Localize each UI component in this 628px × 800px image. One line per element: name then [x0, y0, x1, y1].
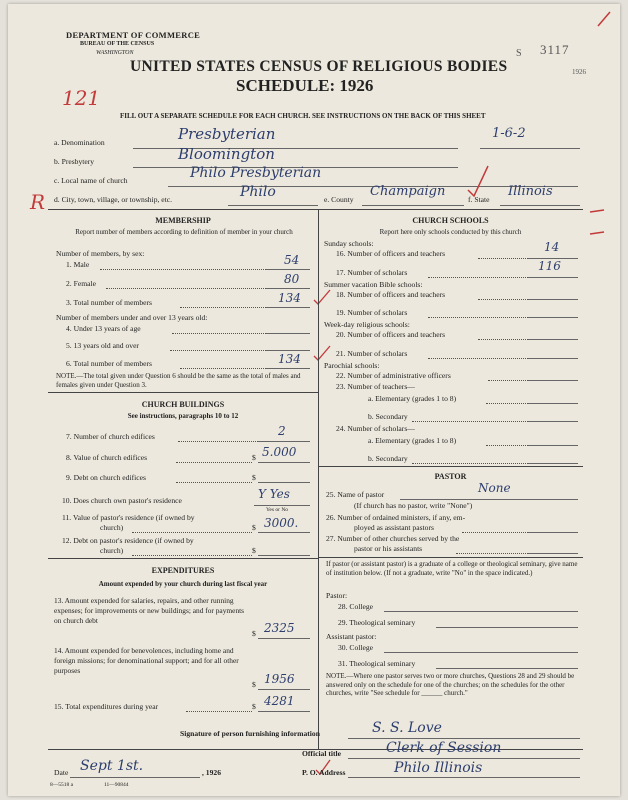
q25-value: None: [478, 481, 511, 495]
po-address-label: P. O. Address: [302, 768, 346, 777]
city-town-label: d. City, town, village, or township, etc.: [54, 195, 173, 204]
church-name-label: c. Local name of church: [54, 176, 128, 185]
q3-label: 3. Total number of members: [66, 298, 153, 307]
q18-label: 18. Number of officers and teachers: [336, 290, 446, 299]
q30-label: 30. College: [338, 643, 374, 652]
membership-intro: Report number of members according to definition of member in your church: [75, 228, 293, 236]
q15-dollar: $: [252, 702, 256, 711]
presbytery-value: Bloomington: [178, 145, 275, 163]
city-label: WASHINGTON: [96, 50, 134, 56]
county-label: e. County: [324, 195, 354, 204]
q9-dollar: $: [252, 473, 256, 482]
expenditures-sub: Amount expended by your church during last fiscal year: [98, 580, 268, 588]
q17-value: 116: [538, 259, 561, 273]
q2-value: 80: [284, 272, 300, 286]
q10-value: Y Yes: [258, 487, 290, 501]
church-name-value: Philo Presbyterian: [190, 165, 322, 181]
official-title-value: Clerk of Session: [386, 740, 502, 756]
q8-dollar: $: [252, 453, 256, 462]
stamp-number: 3117: [540, 42, 570, 57]
parochial-schools-label: Parochial schools:: [324, 361, 380, 370]
print-number: 11—90844: [104, 782, 129, 788]
q21-label: 21. Number of scholars: [336, 349, 408, 358]
red-file-number: 121: [62, 86, 101, 110]
official-title-label: Official title: [302, 749, 342, 758]
membership-note: NOTE.—The total given under Question 6 should be the same as the total of males and females given under Question 3.: [56, 372, 301, 389]
expenditures-title: EXPENDITURES: [151, 566, 215, 575]
pastor-title: PASTOR: [434, 472, 467, 481]
signature-label: Signature of person furnishing information: [180, 729, 320, 738]
city-town-value: Philo: [240, 184, 276, 200]
membership-title: MEMBERSHIP: [155, 216, 211, 225]
q14-value: 1956: [264, 672, 295, 686]
q11-label-cont: church): [100, 523, 124, 532]
stamp-year: 1926: [572, 68, 586, 76]
q10-label: 10. Does church own pastor's residence: [62, 496, 182, 505]
date-year: , 1926: [202, 768, 221, 777]
pastor-sub-label: Pastor:: [326, 591, 348, 600]
form-number: 8—5518 a: [50, 782, 74, 788]
q5-label: 5. 13 years old and over: [66, 341, 139, 350]
pastor-note: NOTE.—Where one pastor serves two or more churches, Questions 28 and 29 should be answered only on the schedule for one of the churches; on the schedules for the other churches, write "See schedule for ______ church.": [326, 672, 575, 697]
denomination-value: Presbyterian: [178, 125, 276, 143]
members-by-sex-label: Number of members, by sex:: [56, 249, 145, 258]
county-value: Champaign: [370, 184, 446, 199]
q13-value: 2325: [264, 621, 295, 635]
summer-schools-label: Summer vacation Bible schools:: [324, 280, 423, 289]
q13-label: 13. Amount expended for salaries, repairs, and other running expenses; for improvements or new buildings; and for payments on church debt: [54, 596, 245, 625]
q8-value: 5.000: [262, 445, 297, 459]
schools-intro: Report here only schools conducted by this church: [379, 228, 522, 236]
q19-label: 19. Number of scholars: [336, 308, 408, 317]
sunday-schools-label: Sunday schools:: [324, 239, 374, 248]
red-letter-mark: R: [30, 190, 46, 214]
q22-label: 22. Number of administrative officers: [336, 371, 451, 380]
q16-value: 14: [544, 240, 560, 254]
po-address-value: Philo Illinois: [394, 760, 483, 776]
q27-label: 27. Number of other churches served by the: [326, 534, 460, 543]
q24b-label: b. Secondary: [368, 454, 408, 463]
assistant-pastor-label: Assistant pastor:: [326, 632, 377, 641]
department-label: DEPARTMENT OF COMMERCE: [66, 30, 201, 40]
q11-dollar: $: [252, 523, 256, 532]
q15-value: 4281: [264, 694, 295, 708]
q24-label: 24. Number of scholars—: [336, 424, 415, 433]
date-label: Date: [54, 768, 69, 777]
q25-label: 25. Name of pastor: [326, 490, 385, 499]
bureau-label: BUREAU OF THE CENSUS: [80, 41, 155, 47]
q1-value: 54: [284, 253, 300, 267]
under-over-label: Number of members under and over 13 years old:: [56, 313, 208, 322]
state-value: Illinois: [508, 184, 553, 199]
q2-label: 2. Female: [66, 279, 96, 288]
graduate-instruction: If pastor (or assistant pastor) is a graduate of a college or theological seminary, give name of institution below. (If not a graduate, write "No" in the space indicated.): [326, 560, 578, 577]
yes-no-hint: Yes or No: [266, 507, 289, 513]
q7-label: 7. Number of church edifices: [66, 432, 155, 441]
buildings-title: CHURCH BUILDINGS: [141, 400, 225, 409]
q27-label-cont: pastor or his assistants: [354, 544, 423, 553]
q4-label: 4. Under 13 years of age: [66, 324, 141, 333]
q26-label-cont: ployed as assistant pastors: [354, 523, 434, 532]
q24a-label: a. Elementary (grades 1 to 8): [368, 436, 457, 445]
q25-note: (If church has no pastor, write "None"): [354, 501, 473, 510]
q8-label: 8. Value of church edifices: [66, 453, 148, 462]
q14-dollar: $: [252, 680, 256, 689]
state-label: f. State: [468, 195, 490, 204]
q23-label: 23. Number of teachers—: [336, 382, 415, 391]
q23b-label: b. Secondary: [368, 412, 408, 421]
q28-label: 28. College: [338, 602, 374, 611]
q23a-label: a. Elementary (grades 1 to 8): [368, 394, 457, 403]
q20-label: 20. Number of officers and teachers: [336, 330, 446, 339]
q26-label: 26. Number of ordained ministers, if any, em-: [326, 513, 466, 522]
schools-title: CHURCH SCHOOLS: [412, 216, 489, 225]
denomination-code: 1-6-2: [492, 126, 526, 141]
date-value: Sept 1st.: [80, 758, 144, 774]
census-schedule-form: [8, 4, 620, 796]
q7-value: 2: [278, 424, 286, 438]
buildings-sub: See instructions, paragraphs 10 to 12: [127, 412, 239, 420]
signature-value: S. S. Love: [372, 720, 442, 736]
q11-label: 11. Value of pastor's residence (if owned by: [62, 513, 195, 522]
q12-label-cont: church): [100, 546, 124, 555]
q6-label: 6. Total number of members: [66, 359, 153, 368]
q6-value: 134: [278, 352, 301, 366]
q13-dollar: $: [252, 629, 256, 638]
instruction-line: FILL OUT A SEPARATE SCHEDULE FOR EACH CHURCH. SEE INSTRUCTIONS ON THE BACK OF THIS SHEET: [120, 112, 486, 120]
schedule-title: SCHEDULE: 1926: [236, 76, 374, 95]
q17-label: 17. Number of scholars: [336, 268, 408, 277]
q1-label: 1. Male: [66, 260, 90, 269]
q12-dollar: $: [252, 546, 256, 555]
q29-label: 29. Theological seminary: [338, 618, 416, 627]
q14-label: 14. Amount expended for benevolences, including home and foreign missions; for denominational support; and for all other purposes: [54, 646, 239, 675]
q9-label: 9. Debt on church edifices: [66, 473, 146, 482]
q3-value: 134: [278, 291, 301, 305]
denomination-label: a. Denomination: [54, 138, 105, 147]
presbytery-label: b. Presbytery: [54, 157, 95, 166]
q11-value: 3000.: [264, 516, 299, 530]
q31-label: 31. Theological seminary: [338, 659, 416, 668]
stamp-prefix: S: [516, 48, 522, 59]
q15-label: 15. Total expenditures during year: [54, 702, 159, 711]
weekday-schools-label: Week-day religious schools:: [324, 320, 410, 329]
form-title: UNITED STATES CENSUS OF RELIGIOUS BODIES: [130, 58, 508, 75]
q12-label: 12. Debt on pastor's residence (if owned by: [62, 536, 194, 545]
q16-label: 16. Number of officers and teachers: [336, 249, 446, 258]
